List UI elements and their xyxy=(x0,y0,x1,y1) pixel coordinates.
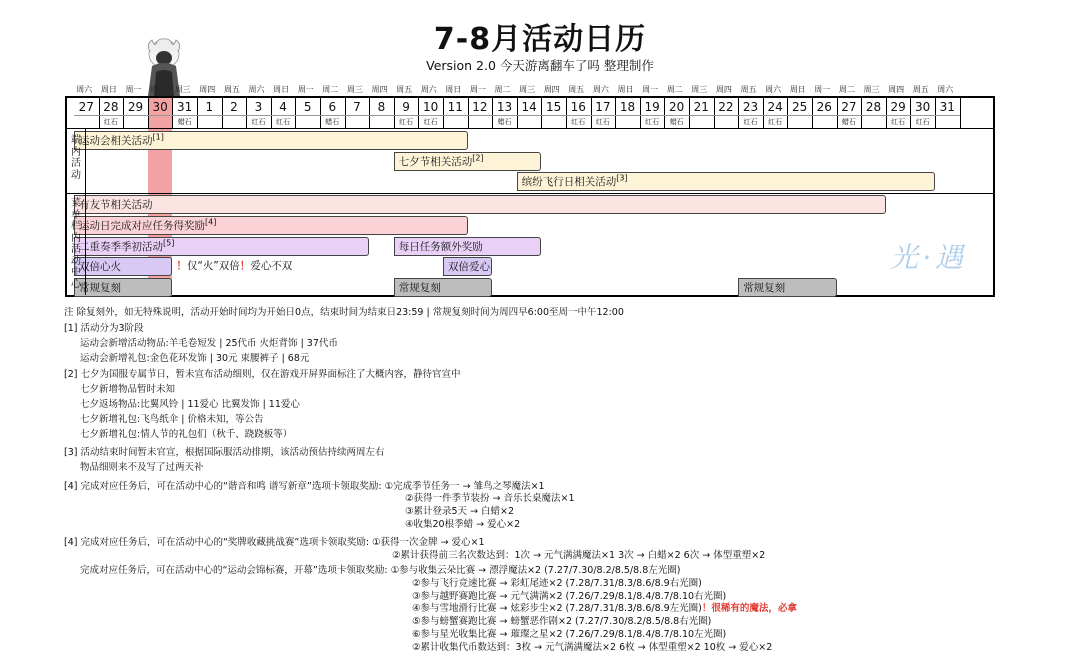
day-divider xyxy=(148,98,149,128)
day-number: 20 xyxy=(669,100,685,114)
event-bar-label: 二重奏季季初活动 xyxy=(79,240,163,253)
event-bar-double-love xyxy=(443,257,492,276)
day-mark: 红石 xyxy=(915,118,930,126)
day-divider xyxy=(714,98,715,128)
event-bar-label: 有友节相关活动 xyxy=(79,199,153,212)
day-divider xyxy=(738,98,739,128)
calendar-grid xyxy=(65,96,995,297)
day-divider xyxy=(394,98,395,128)
group-divider xyxy=(67,193,993,194)
day-divider xyxy=(295,98,296,128)
day-number: 30 xyxy=(915,100,931,114)
day-number: 11 xyxy=(447,100,463,114)
page-title: 7-8月活动日历 xyxy=(433,22,647,57)
day-number: 24 xyxy=(767,100,783,114)
event-bar-label: 常规复刻 xyxy=(79,281,121,294)
weekday-label: 周五 xyxy=(568,85,585,94)
day-number: 8 xyxy=(377,100,386,114)
group-label-in-game: 端 内 活 动 xyxy=(71,135,81,181)
day-mark: 红石 xyxy=(423,118,438,126)
weekday-label: 周日 xyxy=(617,85,634,94)
day-number: 19 xyxy=(644,100,660,114)
weekday-label: 周六 xyxy=(937,85,954,94)
weekday-label: 周二 xyxy=(150,85,167,94)
day-mark: 蜡石 xyxy=(841,118,856,126)
day-number: 4 xyxy=(279,100,287,114)
note-5a: ②累计获得前三名次数达到：1次 → 元气满满魔法×1 3次 → 白蜡×2 6次 → 体型重塑×2 xyxy=(392,550,766,561)
note-2a: 七夕新增物品暂时未知 xyxy=(80,384,176,395)
event-bar-footnote: [1] xyxy=(152,132,164,142)
event-bar-footnote: [4] xyxy=(205,217,217,227)
weekday-label: 周三 xyxy=(863,85,880,94)
weekday-label: 周日 xyxy=(273,85,290,94)
weekday-label: 周五 xyxy=(740,85,757,94)
day-divider xyxy=(812,98,813,128)
note-6e: ⑥参与星光收集比赛 → 璀璨之星×2 (7.26/7.29/8.1/8.4/8.7/8.10左光圈) xyxy=(412,629,727,640)
day-divider xyxy=(910,98,911,128)
weekday-label: 周三 xyxy=(174,85,191,94)
event-bar-rerun-1 xyxy=(74,278,172,297)
event-bar-label: 双倍爱心 xyxy=(448,261,490,274)
weekday-label: 周五 xyxy=(223,85,240,94)
event-bar-label: 七夕节相关活动 xyxy=(398,155,473,168)
event-bar-qixi xyxy=(394,152,542,171)
note-4c: ④收集20根季蜡 → 爱心×2 xyxy=(405,519,521,530)
weekday-label: 周二 xyxy=(322,85,339,94)
note-1b: 运动会新增礼包:金色花环发饰 | 30元 束腰裤子 | 68元 xyxy=(80,353,310,364)
day-mark: 红石 xyxy=(571,118,586,126)
day-divider xyxy=(492,98,493,128)
day-number: 25 xyxy=(792,100,808,114)
note-4: [4] 完成对应任务后，可在活动中心的“谐音和鸣 谱写新章”选项卡领取奖励: ①完成季节任务一 → 雏鸟之琴魔法×1 xyxy=(64,481,545,492)
rare-magic-alert: ！很稀有的魔法，必拿 xyxy=(701,603,797,614)
header-divider xyxy=(67,128,993,129)
event-bar-label: 缤纷飞行日相关活动 xyxy=(521,176,617,189)
weekday-label: 周六 xyxy=(765,85,782,94)
weekday-label: 周二 xyxy=(838,85,855,94)
day-number: 31 xyxy=(939,100,955,114)
day-number: 21 xyxy=(693,100,709,114)
day-number: 30 xyxy=(152,100,168,114)
day-mark: 蜡石 xyxy=(497,118,512,126)
day-number: 16 xyxy=(570,100,586,114)
weekday-label: 周六 xyxy=(76,85,93,94)
day-number: 7 xyxy=(353,100,361,114)
weekday-label: 周四 xyxy=(371,85,388,94)
day-number: 18 xyxy=(619,100,636,114)
event-bar-rerun-3 xyxy=(738,278,836,297)
note-4a: ②获得一件季节装扮 → 音乐长桌魔法×1 xyxy=(405,493,575,504)
day-number: 9 xyxy=(402,100,410,114)
event-bar-friendship xyxy=(74,195,886,214)
day-mark: 红石 xyxy=(251,118,266,126)
event-bar-footnote: [3] xyxy=(616,173,628,183)
note-2c: 七夕新增礼包:飞鸟纸伞 | 价格未知，等公告 xyxy=(80,414,264,425)
page-subtitle: Version 2.0 今天游离翻车了吗 整理制作 xyxy=(426,58,654,73)
day-number: 5 xyxy=(303,100,312,114)
day-divider xyxy=(861,98,862,128)
group-label-activity-center: 菜 单 栏 内 活 动 中 心 xyxy=(71,198,81,290)
note-6: 完成对应任务后，可在活动中心的“运动会锦标赛，开幕”选项卡领取奖励: ①参与收集云朵比赛 → 漂浮魔法×2 (7.27/7.30/8.2/8.5/8.8左光圈) xyxy=(80,565,681,576)
day-number: 22 xyxy=(718,100,734,114)
weekday-label: 周五 xyxy=(396,85,413,94)
day-number: 6 xyxy=(328,100,337,114)
day-number: 28 xyxy=(865,100,882,114)
note-6f: ②累计收集代币数达到：3枚 → 元气满满魔法×2 6枚 → 体型重塑×2 10枚 → 爱心×2 xyxy=(412,642,773,653)
note-1: [1] 活动分为3阶段 xyxy=(64,323,144,334)
weekday-label: 周一 xyxy=(642,85,659,94)
day-divider xyxy=(591,98,592,128)
day-divider xyxy=(664,98,665,128)
event-bar-footnote: [5] xyxy=(163,238,175,247)
weekday-label: 周日 xyxy=(445,85,462,94)
event-bar-sports-day-task xyxy=(74,216,468,235)
event-bar-daily-extra xyxy=(394,237,542,256)
note-1a: 运动会新增活动物品:羊毛卷短发 | 25代币 火炬背饰 | 37代币 xyxy=(80,338,338,349)
day-divider xyxy=(345,98,346,128)
day-number: 23 xyxy=(742,100,759,114)
day-mark: 红石 xyxy=(891,118,906,126)
event-bar-rerun-2 xyxy=(394,278,492,297)
day-number: 1 xyxy=(205,100,214,114)
weekday-label: 周四 xyxy=(888,85,905,94)
day-divider xyxy=(541,98,542,128)
note-4b: ③累计登录5天 → 白蜡×2 xyxy=(405,506,515,517)
day-mark: 蜡石 xyxy=(177,118,192,126)
day-divider xyxy=(222,98,223,128)
day-divider xyxy=(837,98,838,128)
day-mark: 红石 xyxy=(743,118,758,126)
note-2b: 七夕返场物品:比翼风铃 | 11爱心 比翼发饰 | 11爱心 xyxy=(80,399,300,410)
day-divider xyxy=(271,98,272,128)
day-number: 10 xyxy=(423,100,439,114)
group-column-divider xyxy=(85,128,86,295)
day-divider xyxy=(615,98,616,128)
event-bar-label: 运动会相关活动 xyxy=(79,135,153,147)
day-mark: 红石 xyxy=(768,118,783,126)
day-divider xyxy=(787,98,788,128)
day-number: 27 xyxy=(78,100,94,114)
day-divider xyxy=(172,98,173,128)
day-number: 26 xyxy=(816,100,832,114)
day-number: 29 xyxy=(127,100,144,114)
event-bar-flight-day xyxy=(517,172,935,191)
note-5: [4] 完成对应任务后，可在活动中心的“奖牌收藏挑战赛”选项卡领取奖励: ①获得一次金牌 → 爱心×1 xyxy=(64,537,485,548)
day-number: 12 xyxy=(472,100,488,114)
event-bar-double-fire xyxy=(74,257,172,276)
weekday-label: 周二 xyxy=(494,85,511,94)
day-divider xyxy=(320,98,321,128)
weekday-label: 周六 xyxy=(592,85,609,94)
weekday-label: 周日 xyxy=(789,85,806,94)
weekday-label: 周六 xyxy=(420,85,437,94)
note-3a: 物品细则来不及写了过两天补 xyxy=(80,462,204,473)
event-bar-label: 常规复刻 xyxy=(743,281,786,294)
header-sub-divider xyxy=(74,115,960,116)
day-mark: 红石 xyxy=(276,118,291,126)
weekday-label: 周日 xyxy=(100,85,117,94)
note-6c: ④参与雪地滑行比赛 → 炫彩步尘×2 (7.28/7.31/8.3/8.6/8.9左光圈)！很稀有的魔法，必拿 xyxy=(412,603,797,614)
day-divider xyxy=(935,98,936,128)
event-bar-duet-season xyxy=(74,237,369,256)
day-divider xyxy=(123,98,124,128)
note-general: 注 除复刻外，如无特殊说明，活动开始时间均为开始日0点，结束时间为结束日23:59 | 常规复刻时间为周四早6:00至周一中午12:00 xyxy=(64,307,624,318)
weekday-label: 周六 xyxy=(248,85,265,94)
day-number: 2 xyxy=(230,100,238,114)
weekday-label: 周四 xyxy=(199,85,216,94)
day-number: 13 xyxy=(496,100,513,114)
weekday-label: 周一 xyxy=(125,85,142,94)
weekday-label: 周三 xyxy=(691,85,708,94)
weekday-label: 周四 xyxy=(543,85,560,94)
day-number: 27 xyxy=(841,100,857,114)
event-bar-label: 运动日完成对应任务得奖励 xyxy=(79,219,205,232)
weekday-label: 周三 xyxy=(519,85,536,94)
day-mark: 蜡石 xyxy=(325,118,340,126)
day-divider xyxy=(960,98,961,128)
weekday-label: 周一 xyxy=(469,85,486,94)
note-6d: ⑤参与螃蟹赛跑比赛 → 螃蟹恶作剧×2 (7.27/7.30/8.2/8.5/8.8右光圈) xyxy=(412,616,712,627)
day-divider xyxy=(468,98,469,128)
day-mark: 蜡石 xyxy=(669,118,684,126)
double-fire-alert: ！仅“火”双倍！爱心不双 xyxy=(176,260,293,273)
day-number: 31 xyxy=(177,100,193,114)
event-bar-label: 每日任务额外奖励 xyxy=(398,240,483,253)
day-mark: 红石 xyxy=(399,118,414,126)
note-6a: ②参与飞行竞速比赛 → 彩虹尾迹×2 (7.28/7.31/8.3/8.6/8.9右光圈) xyxy=(412,578,702,589)
day-divider xyxy=(246,98,247,128)
day-number: 29 xyxy=(890,100,906,114)
day-number: 14 xyxy=(521,100,537,114)
note-6b: ③参与越野赛跑比赛 → 元气满满×2 (7.26/7.29/8.1/8.4/8.7/8.10右光圈) xyxy=(412,591,727,602)
day-number: 3 xyxy=(254,100,263,114)
weekday-label: 周五 xyxy=(912,85,929,94)
day-divider xyxy=(369,98,370,128)
weekday-label: 周一 xyxy=(297,85,314,94)
event-bar-label: 双倍心火 xyxy=(79,261,121,274)
day-mark: 红石 xyxy=(595,118,610,126)
day-divider xyxy=(763,98,764,128)
day-divider xyxy=(197,98,198,128)
watermark-logo: 光·遇 xyxy=(890,241,967,274)
weekday-label: 周一 xyxy=(814,85,831,94)
day-divider xyxy=(99,98,100,128)
day-divider xyxy=(689,98,690,128)
weekday-label: 周二 xyxy=(666,85,683,94)
day-divider xyxy=(418,98,419,128)
note-3: [3] 活动结束时间暂未官宣，根据国际服活动排期，该活动预估持续两周左右 xyxy=(64,447,385,458)
event-bar-label: 常规复刻 xyxy=(398,281,441,294)
day-number: 15 xyxy=(546,100,562,114)
day-mark: 红石 xyxy=(645,118,660,126)
event-bar-sports-meet xyxy=(74,131,468,150)
day-divider xyxy=(566,98,567,128)
day-divider xyxy=(443,98,444,128)
day-divider xyxy=(640,98,641,128)
weekday-label: 周四 xyxy=(715,85,732,94)
day-number: 17 xyxy=(595,100,611,114)
day-number: 28 xyxy=(103,100,119,114)
weekday-label: 周三 xyxy=(346,85,363,94)
note-2: [2] 七夕为国服专属节日，暂未宣布活动细则，仅在游戏开屏界面标注了大概内容，静待官宣中 xyxy=(64,369,461,380)
day-divider xyxy=(886,98,887,128)
event-bar-footnote: [2] xyxy=(472,153,484,163)
day-divider xyxy=(517,98,518,128)
note-2d: 七夕新增礼包:情人节的礼包们（秋千、跷跷板等） xyxy=(80,429,293,440)
day-mark: 红石 xyxy=(103,118,118,126)
